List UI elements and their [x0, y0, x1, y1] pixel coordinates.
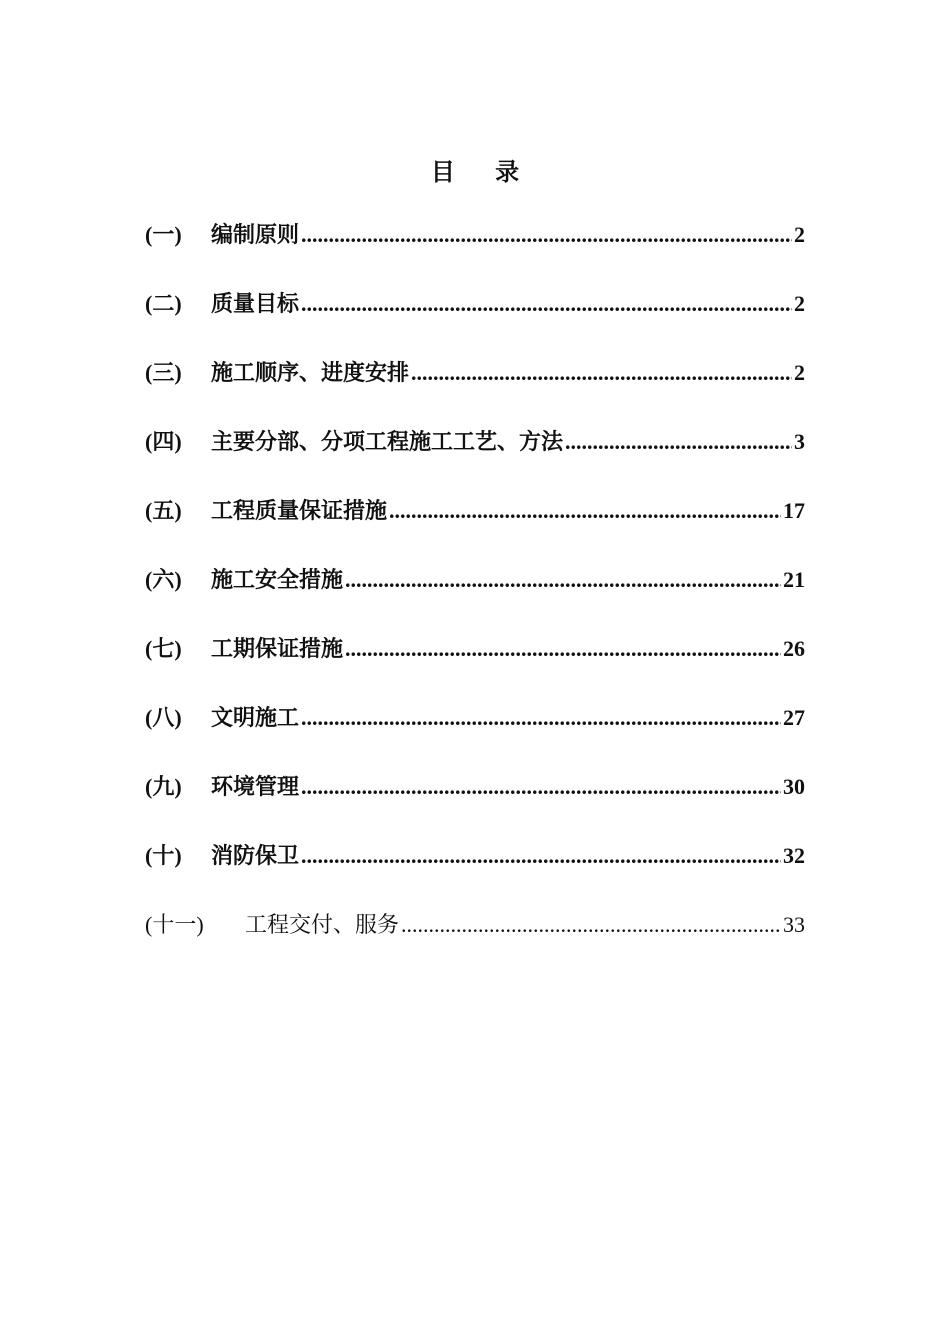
toc-dot-leader	[301, 222, 792, 248]
toc-entry-number: (九)	[145, 774, 182, 799]
toc-entry-label: 编制原则	[211, 222, 300, 248]
toc-entry-page: 2	[794, 291, 805, 316]
toc-entry-label: 环境管理	[211, 774, 300, 800]
toc-entry-label: 文明施工	[211, 705, 300, 731]
toc-entry-page: 26	[783, 636, 805, 661]
toc-entry-number: (四)	[145, 429, 182, 454]
toc-dot-leader	[345, 636, 781, 662]
toc-entry-page: 27	[783, 705, 805, 730]
toc-dot-leader	[301, 705, 781, 731]
toc-entry-number: (三)	[145, 360, 182, 385]
toc-entry-page: 33	[783, 912, 805, 937]
toc-entry[interactable]	[145, 563, 805, 632]
toc-dot-leader	[301, 774, 781, 800]
toc-entry-number: (五)	[145, 498, 182, 523]
toc-entry-number: (二)	[145, 291, 182, 316]
toc-entry[interactable]	[145, 770, 805, 839]
toc-dot-leader	[401, 912, 781, 938]
toc-entry[interactable]	[145, 839, 805, 908]
toc-entry-label: 工程交付、服务	[245, 913, 400, 938]
toc-dot-leader	[301, 291, 792, 317]
toc-dot-leader	[389, 498, 781, 524]
toc-dot-leader	[565, 429, 792, 455]
toc-entry-page: 30	[783, 774, 805, 799]
toc-entry-page: 21	[783, 567, 805, 592]
toc-entry-label: 施工安全措施	[211, 567, 344, 593]
toc-entry-number: (十一)	[145, 912, 204, 937]
toc-entry-number: (十)	[145, 843, 182, 868]
toc-entry-number: (七)	[145, 636, 182, 661]
toc-entry-page: 3	[794, 429, 805, 454]
toc-entry[interactable]	[145, 908, 805, 977]
toc-entry[interactable]	[145, 218, 805, 287]
toc-entry[interactable]	[145, 356, 805, 425]
toc-entry-number: (八)	[145, 705, 182, 730]
toc-entry-label: 主要分部、分项工程施工工艺、方法	[211, 429, 564, 455]
toc-entry-label: 工程质量保证措施	[211, 498, 388, 524]
toc-entry-page: 32	[783, 843, 805, 868]
toc-entry-number: (六)	[145, 567, 182, 592]
toc-entry[interactable]	[145, 632, 805, 701]
toc-entry-label: 消防保卫	[211, 843, 300, 869]
toc-entry[interactable]	[145, 494, 805, 563]
toc-entry-number: (一)	[145, 222, 182, 247]
toc-entry-label: 施工顺序、进度安排	[211, 360, 410, 386]
toc-dot-leader	[301, 843, 781, 869]
toc-title: 目 录	[430, 157, 536, 186]
toc-entry-label: 质量目标	[211, 291, 300, 317]
toc-dot-leader	[345, 567, 781, 593]
toc-entry-page: 2	[794, 360, 805, 385]
toc-list	[145, 218, 805, 977]
toc-entry[interactable]	[145, 287, 805, 356]
toc-entry[interactable]	[145, 701, 805, 770]
toc-entry-page: 17	[783, 498, 805, 523]
toc-entry-page: 2	[794, 222, 805, 247]
toc-dot-leader	[411, 360, 792, 386]
toc-entry[interactable]	[145, 425, 805, 494]
toc-entry-label: 工期保证措施	[211, 636, 344, 662]
